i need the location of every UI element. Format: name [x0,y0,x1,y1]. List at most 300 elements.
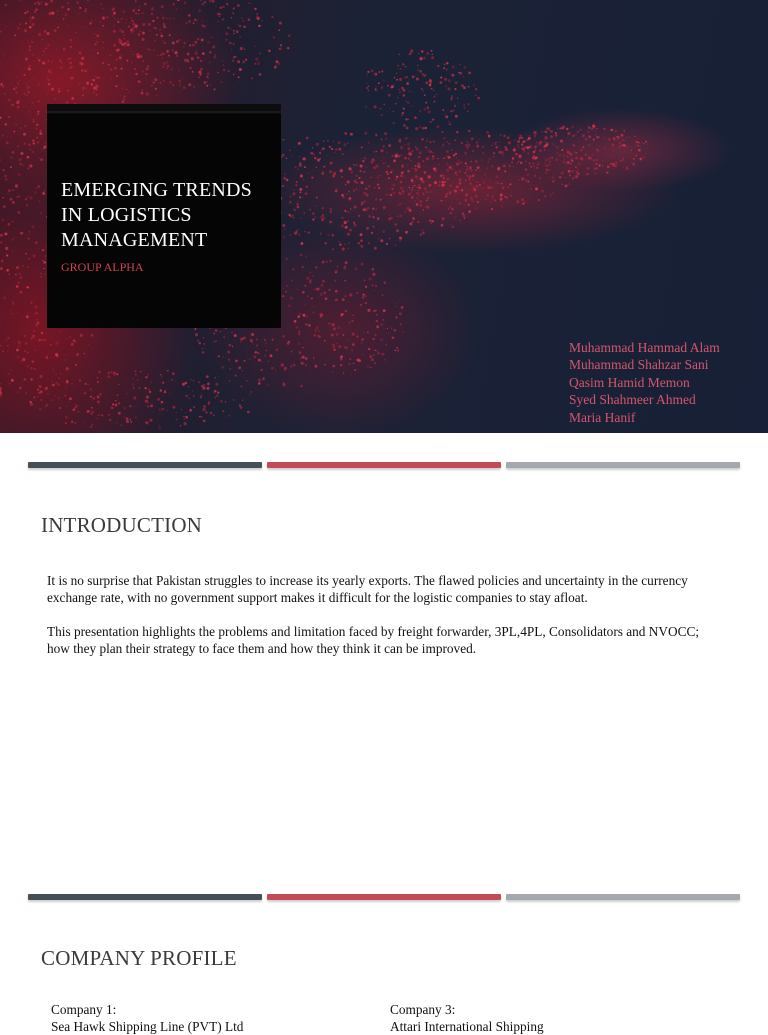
particle [229,344,231,346]
particle [142,13,143,14]
particle [374,334,377,337]
particle [296,203,299,206]
particle [293,364,296,367]
particle [418,190,419,191]
particle [38,3,41,6]
particle [34,11,36,13]
particle [20,152,23,155]
particle [468,204,470,206]
particle [382,230,385,233]
particle [305,285,307,287]
particle [439,81,442,84]
particle [525,168,527,170]
particle [89,22,91,24]
particle [327,140,329,142]
particle [394,84,395,85]
particle [126,40,129,43]
particle [608,138,610,140]
particle [361,201,364,204]
particle [20,291,23,294]
particle [135,0,137,2]
particle [396,303,397,304]
particle [485,179,486,180]
particle [343,196,345,198]
particle [539,141,542,144]
particle [32,139,35,142]
particle [419,110,421,112]
particle [300,385,303,388]
particle [410,153,412,155]
particle [24,125,26,127]
particle [169,393,170,394]
particle [7,193,9,195]
particle [401,87,404,90]
particle [368,90,370,92]
particle [379,353,380,354]
particle [32,54,34,56]
particle [135,374,137,376]
particle [508,141,511,144]
particle [380,338,383,341]
particle [25,253,27,255]
particle [426,206,429,209]
particle [613,155,615,157]
particle [33,396,35,398]
particle [133,54,134,55]
particle [304,166,306,168]
particle [66,367,69,370]
particle [333,346,335,348]
particle [367,365,369,367]
particle [237,4,240,7]
particle [73,408,76,411]
particle [132,10,134,12]
particle [279,47,282,50]
particle [36,124,38,126]
particle [393,192,395,194]
particle [476,145,479,148]
particle [98,77,100,79]
particle [390,171,392,173]
particle [309,206,310,207]
particle [188,83,191,86]
particle [71,343,74,346]
particle [66,338,67,339]
particle [416,192,418,194]
particle [328,289,330,291]
particle [60,373,61,374]
particle [213,414,215,416]
particle [241,386,243,388]
particle [40,130,42,132]
particle [257,352,259,354]
particle [412,187,413,188]
particle [378,175,380,177]
particle [122,17,123,18]
particle [222,6,224,8]
particle [166,27,167,28]
particle [162,17,165,20]
particle [424,171,426,173]
particle [194,41,197,44]
particle [239,68,242,71]
particle [596,149,598,151]
particle [15,184,18,187]
particle [371,69,374,72]
particle [417,69,418,70]
particle [340,364,343,367]
particle [341,176,343,178]
particle [292,268,294,270]
particle [44,273,46,275]
particle [442,184,445,187]
particle [396,306,397,307]
particle [42,62,45,65]
particle [415,175,418,178]
particle [354,180,357,183]
particle [350,358,351,359]
particle [374,362,376,364]
particle [8,116,10,118]
particle [174,380,175,381]
particle [142,32,145,35]
particle [290,297,293,300]
particle [34,306,37,309]
particle [599,137,600,138]
particle [433,96,435,98]
particle [533,155,535,157]
particle [344,221,347,224]
particle [57,383,59,385]
particle [360,245,363,248]
particle [626,167,629,170]
particle [565,161,566,162]
particle [411,105,413,107]
particle [559,176,562,179]
particle [15,91,18,94]
particle [376,151,377,152]
particle [342,334,344,336]
particle [609,155,611,157]
particle [123,98,125,100]
particle [370,367,372,369]
particle [232,12,234,14]
particle [184,422,187,425]
particle [426,191,428,193]
particle [271,367,274,370]
particle [504,196,506,198]
particle [242,399,244,401]
particle [514,140,515,141]
particle [201,348,203,350]
particle [235,375,237,377]
particle [320,232,321,233]
particle [123,10,125,12]
particle [371,284,373,286]
particle [386,152,388,154]
particle [141,89,143,91]
particle [446,150,449,153]
particle [223,337,224,338]
particle [233,73,235,75]
particle [84,69,87,72]
particle [28,91,30,93]
particle [524,201,526,203]
particle [645,141,647,143]
particle [425,206,426,207]
particle [347,181,350,184]
particle [591,128,593,130]
particle [223,69,225,71]
particle [377,177,378,178]
particle [354,369,356,371]
particle [605,148,606,149]
particle [448,208,450,210]
particle [615,130,617,132]
particle [189,44,191,46]
particle [66,380,68,382]
particle [70,46,72,48]
particle [146,67,149,70]
particle [360,304,362,306]
particle [526,173,529,176]
particle [122,87,124,89]
particle [154,40,156,42]
particle [163,23,166,26]
particle [342,298,345,301]
particle [312,275,314,277]
particle [390,217,392,219]
particle [198,342,201,345]
particle [299,162,302,165]
particle [335,148,338,151]
particle [385,344,387,346]
particle [518,147,519,148]
particle [11,104,13,106]
particle [170,68,172,70]
particle [456,131,458,133]
particle [0,159,1,160]
particle [425,74,426,75]
particle [312,147,313,148]
particle [59,407,61,409]
title-box [47,104,281,328]
particle [3,169,5,171]
particle [566,151,569,154]
particle [358,242,361,245]
particle [544,146,546,148]
particle [426,138,427,139]
particle [305,364,307,366]
particle [225,401,226,402]
particle [266,350,267,351]
particle [19,127,21,129]
particle [258,25,261,28]
particle [38,378,39,379]
particle [185,395,188,398]
particle [71,97,74,100]
particle [233,30,235,32]
particle [369,277,372,280]
particle [75,32,77,34]
particle [571,171,573,173]
particle [210,412,212,414]
particle [423,209,425,211]
particle [57,397,60,400]
particle [351,171,353,173]
particle [451,166,452,167]
particle [42,249,44,251]
particle [114,17,115,18]
particle [233,7,235,9]
particle [529,163,531,165]
particle [495,181,498,184]
particle [404,144,406,146]
particle [432,155,434,157]
particle [95,89,97,91]
particle [147,405,149,407]
particle [437,65,439,67]
particle [71,383,73,385]
particle [38,200,40,202]
particle [415,185,416,186]
particle [160,35,163,38]
particle [420,204,423,207]
particle [316,197,318,199]
particle [366,194,369,197]
particle [221,81,223,83]
particle [373,354,375,356]
title-slide [0,0,768,433]
particle [238,82,239,83]
particle [438,164,440,166]
particle [216,394,219,397]
particle [462,76,464,78]
particle [432,152,433,153]
particle [344,280,346,282]
particle [248,2,250,4]
particle [241,17,243,19]
particle [316,143,319,146]
particle [166,18,167,19]
particle [355,188,357,190]
particle [338,141,341,144]
particle [413,185,414,186]
particle [455,153,457,155]
particle [9,383,11,385]
particle [228,415,230,417]
particle [354,148,355,149]
particle [162,52,165,55]
particle [372,338,374,340]
particle [470,161,472,163]
particle [484,173,486,175]
particle [332,167,333,168]
particle [621,145,623,147]
particle [15,274,17,276]
particle [396,176,398,178]
particle [507,186,509,188]
particle [320,233,322,235]
particle [324,340,326,342]
particle [335,270,338,273]
particle [97,396,100,399]
particle [550,130,553,133]
particle [155,88,157,90]
particle [499,142,500,143]
particle [501,183,503,185]
particle [37,396,39,398]
particle [18,195,20,197]
particle [114,374,116,376]
particle [368,215,371,218]
particle [335,299,337,301]
particle [24,142,26,144]
particle [314,365,317,368]
particle [0,387,2,390]
particle [353,190,355,192]
particle [425,146,427,148]
particle [89,410,90,411]
particle [97,381,99,383]
particle [409,223,412,226]
particle [58,88,59,89]
particle [458,160,460,162]
particle [130,421,132,423]
particle [25,67,26,68]
particle [17,211,20,214]
particle [109,54,111,56]
particle [535,187,538,190]
particle [629,136,630,137]
particle [66,387,67,388]
particle [271,16,273,18]
particle [282,295,284,297]
particle [335,190,337,192]
particle [18,341,20,343]
particle [289,150,290,151]
particle [226,3,228,5]
particle [622,144,624,146]
particle [131,51,132,52]
particle [35,312,38,315]
particle [472,150,474,152]
particle [65,13,68,16]
particle [56,49,58,51]
particle [491,195,494,198]
particle [205,58,206,59]
particle [111,15,113,17]
particle [360,239,363,242]
particle [254,8,256,10]
particle [38,157,39,158]
particle [437,158,438,159]
particle [397,65,399,67]
particle [29,164,32,167]
particle [622,167,623,168]
particle [229,380,231,382]
particle [83,89,84,90]
particle [423,108,426,111]
particle [134,68,136,70]
particle [14,34,16,36]
particle [35,8,38,11]
particle [565,184,568,187]
particle [32,361,34,363]
particle [341,194,344,197]
particle [388,177,390,179]
particle [119,56,122,59]
